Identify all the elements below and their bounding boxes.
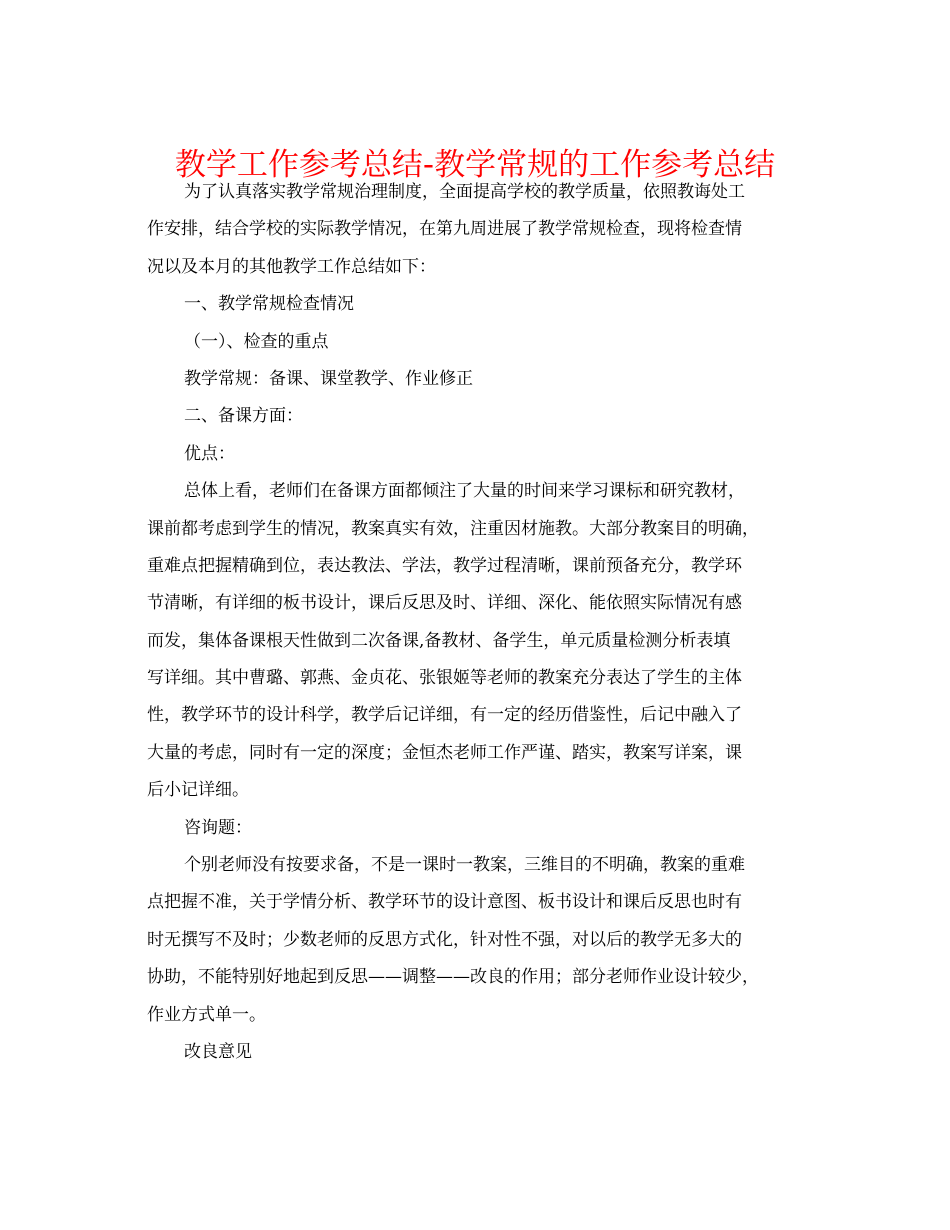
text-line: 作业方式单一。	[147, 1004, 266, 1025]
text-line: 况以及本月的其他教学工作总结如下：	[147, 256, 436, 277]
text-line: 总体上看，老师们在备课方面都倾注了大量的时间来学习课标和研究教材，	[184, 481, 745, 502]
text-line: 后小记详细。	[147, 780, 249, 801]
text-line: 教学常规：备课、课堂教学、作业修正	[184, 368, 473, 389]
text-line: 优点：	[184, 443, 235, 464]
text-line: 性，教学环节的设计科学，教学后记详细，有一定的经历借鉴性，后记中融入了	[147, 705, 742, 726]
text-line: 时无撰写不及时；少数老师的反思方式化，针对性不强，对以后的教学无多大的	[147, 929, 742, 950]
text-line: 重难点把握精确到位，表达教法、学法，教学过程清晰，课前预备充分，教学环	[147, 555, 742, 576]
text-line: 节清晰，有详细的板书设计，课后反思及时、详细、深化、能依照实际情况有感	[147, 593, 742, 614]
text-line: 大量的考虑，同时有一定的深度；金恒杰老师工作严谨、踏实，教案写详案，课	[147, 742, 742, 763]
text-line: 写详细。其中曹璐、郭燕、金贞花、张银姬等老师的教案充分表达了学生的主体	[147, 668, 742, 689]
text-line: 咨询题：	[184, 817, 252, 838]
text-line: 二、备课方面：	[184, 406, 303, 427]
text-line: （一）、检查的重点	[184, 331, 329, 352]
text-line: 而发，集体备课根天性做到二次备课,备教材、备学生，单元质量检测分析表填	[147, 630, 731, 651]
text-line: 协助，不能特别好地起到反思——调整——改良的作用；部分老师作业设计较少，	[147, 967, 759, 988]
text-line: 作安排，结合学校的实际教学情况，在第九周进展了教学常规检查，现将检查情	[147, 219, 742, 240]
text-line: 课前都考虑到学生的情况，教案真实有效，注重因材施教。大部分教案目的明确，	[147, 518, 759, 539]
text-line: 为了认真落实教学常规治理制度，全面提高学校的教学质量，依照教诲处工	[184, 182, 745, 202]
text-line: 个别老师没有按要求备，不是一课时一教案，三维目的不明确，教案的重难	[184, 855, 745, 876]
document-title: 教学工作参考总结-教学常规的工作参考总结	[174, 146, 776, 183]
document-body	[147, 174, 807, 1071]
text-line: 一、教学常规检查情况	[184, 294, 354, 315]
text-line: 改良意见	[184, 1041, 252, 1062]
text-line: 点把握不准，关于学情分析、教学环节的设计意图、板书设计和课后反思也时有	[147, 892, 742, 913]
